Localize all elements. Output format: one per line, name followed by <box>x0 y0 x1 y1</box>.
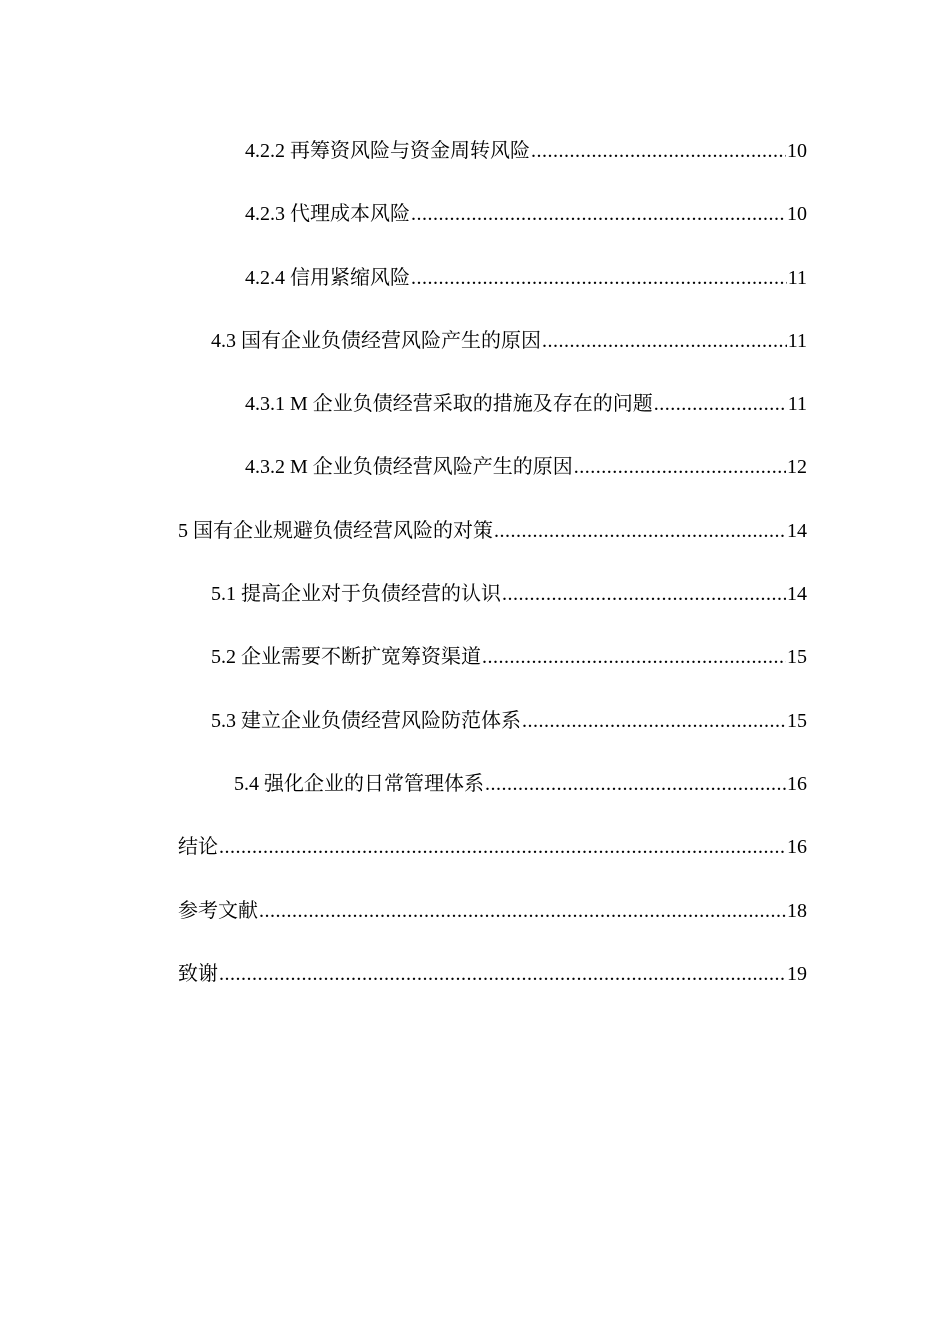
toc-entry-page: 11 <box>787 393 807 416</box>
toc-entry-page: 12 <box>787 456 807 479</box>
toc-entry-title: 参考文献 <box>178 899 258 922</box>
toc-entry[interactable] <box>178 322 807 385</box>
toc-entry[interactable] <box>178 702 807 765</box>
toc-entry-title: 4.2.4 信用紧缩风险 <box>245 266 410 289</box>
toc-entry[interactable] <box>178 955 807 1018</box>
toc-entry[interactable] <box>178 892 807 955</box>
toc-dot-leader <box>219 955 786 993</box>
toc-entry-page: 11 <box>787 329 807 352</box>
toc-entry[interactable] <box>178 259 807 322</box>
toc-entry[interactable] <box>178 575 807 638</box>
toc-entry-page: 10 <box>787 203 807 226</box>
toc-dot-leader <box>522 702 786 740</box>
toc-entry[interactable] <box>178 765 807 828</box>
toc-dot-leader <box>219 828 786 866</box>
toc-entry-title: 5 国有企业规避负债经营风险的对策 <box>178 519 493 542</box>
toc-entry-title: 4.2.2 再筹资风险与资金周转风险 <box>245 140 530 162</box>
toc-entry-title: 4.3.2 M 企业负债经营风险产生的原因 <box>245 456 573 479</box>
toc-entry-page: 14 <box>787 519 807 542</box>
toc-entry-page: 14 <box>787 583 807 606</box>
toc-entry-title: 5.3 建立企业负债经营风险防范体系 <box>211 709 521 732</box>
toc-entry-title: 5.4 强化企业的日常管理体系 <box>234 772 484 795</box>
toc-dot-leader <box>502 575 786 613</box>
toc-entry[interactable] <box>178 195 807 258</box>
toc-entry-page: 18 <box>787 899 807 922</box>
toc-dot-leader <box>482 638 786 676</box>
toc-dot-leader <box>411 259 787 297</box>
toc-dot-leader <box>259 892 786 930</box>
toc-entry[interactable] <box>178 448 807 511</box>
toc-entry-page: 15 <box>787 646 807 669</box>
toc-entry-title: 5.1 提高企业对于负债经营的认识 <box>211 583 501 606</box>
toc-dot-leader <box>574 448 786 486</box>
toc-entry-page: 16 <box>787 772 807 795</box>
toc-dot-leader <box>494 512 786 550</box>
table-of-contents <box>178 132 807 1018</box>
toc-entry[interactable] <box>178 385 807 448</box>
toc-dot-leader <box>531 132 786 170</box>
toc-entry[interactable] <box>178 828 807 891</box>
toc-dot-leader <box>411 195 786 233</box>
toc-entry[interactable] <box>178 132 807 195</box>
toc-entry-title: 4.3.1 M 企业负债经营采取的措施及存在的问题 <box>245 393 653 416</box>
toc-entry[interactable] <box>178 512 807 575</box>
toc-dot-leader <box>485 765 786 803</box>
toc-entry-title: 结论 <box>178 836 218 859</box>
toc-entry-title: 4.3 国有企业负债经营风险产生的原因 <box>211 329 541 352</box>
toc-entry-page: 11 <box>787 266 807 289</box>
toc-dot-leader <box>654 385 787 423</box>
toc-dot-leader <box>542 322 787 360</box>
toc-entry-title: 5.2 企业需要不断扩宽筹资渠道 <box>211 646 481 669</box>
toc-entry[interactable] <box>178 638 807 701</box>
toc-entry-page: 15 <box>787 709 807 732</box>
toc-entry-page: 10 <box>787 140 807 162</box>
toc-entry-title: 致谢 <box>178 962 218 985</box>
toc-entry-page: 19 <box>787 962 807 985</box>
toc-entry-title: 4.2.3 代理成本风险 <box>245 203 410 226</box>
toc-entry-page: 16 <box>787 836 807 859</box>
